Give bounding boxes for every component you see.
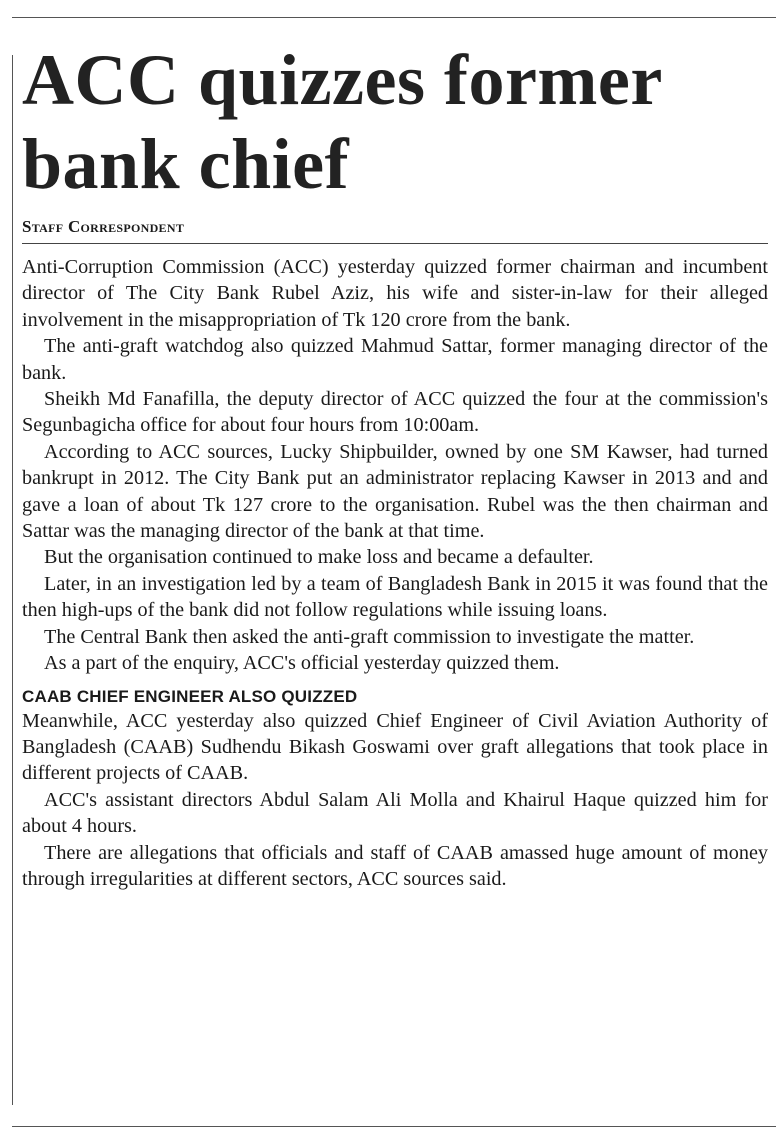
paragraph: According to ACC sources, Lucky Shipbuilder, owned by one SM Kawser, had turned bankrupt in 2012. The City Bank put an administrator replacing Kawser in 2013 and and gave a loan of about Tk 127 crore to the organisation. Rubel was the then chairman and Sattar was the managing director of the bank at that time. <box>22 440 768 543</box>
bottom-rule <box>12 1126 776 1127</box>
byline: Staff Correspondent <box>22 217 768 244</box>
paragraph: The Central Bank then asked the anti-graft commission to investigate the matter. <box>44 625 695 648</box>
paragraph: The anti-graft watchdog also quizzed Mahmud Sattar, former managing director of the bank. <box>22 335 768 384</box>
article-body <box>22 254 768 892</box>
paragraph: Anti-Corruption Commission (ACC) yesterday quizzed former chairman and incumbent director of The City Bank Rubel Aziz, his wife and sister-in-law for their alleged involvement in the misappropriation of Tk 120 crore from the bank. <box>22 256 768 331</box>
headline: ACC quizzes former bank chief <box>22 40 662 204</box>
news-article <box>22 38 768 892</box>
paragraph: Sheikh Md Fanafilla, the deputy director of ACC quizzed the four at the commission's Segunbagicha office for about four hours from 10:00am. <box>22 388 768 437</box>
paragraph: As a part of the enquiry, ACC's official yesterday quizzed them. <box>44 652 560 675</box>
paragraph: ACC's assistant directors Abdul Salam Ali Molla and Khairul Haque quizzed him for about 4 hours. <box>22 788 768 838</box>
paragraph: Later, in an investigation led by a team of Bangladesh Bank in 2015 it was found that the then high-ups of the bank did not follow regulations while issuing loans. <box>22 572 768 622</box>
paragraph: But the organisation continued to make loss and became a defaulter. <box>44 546 594 569</box>
top-rule <box>12 17 776 18</box>
left-column-rule <box>12 55 13 1105</box>
paragraph: Meanwhile, ACC yesterday also quizzed Chief Engineer of Civil Aviation Authority of Bangladesh (CAAB) Sudhendu Bikash Goswami over graft allegations that took place in different projects of CAAB. <box>22 709 768 785</box>
paragraph: There are allegations that officials and staff of CAAB amassed huge amount of money through irregularities at different sectors, ACC sources said. <box>22 841 768 890</box>
section-subhead: CAAB CHIEF ENGINEER ALSO QUIZZED <box>22 686 358 706</box>
